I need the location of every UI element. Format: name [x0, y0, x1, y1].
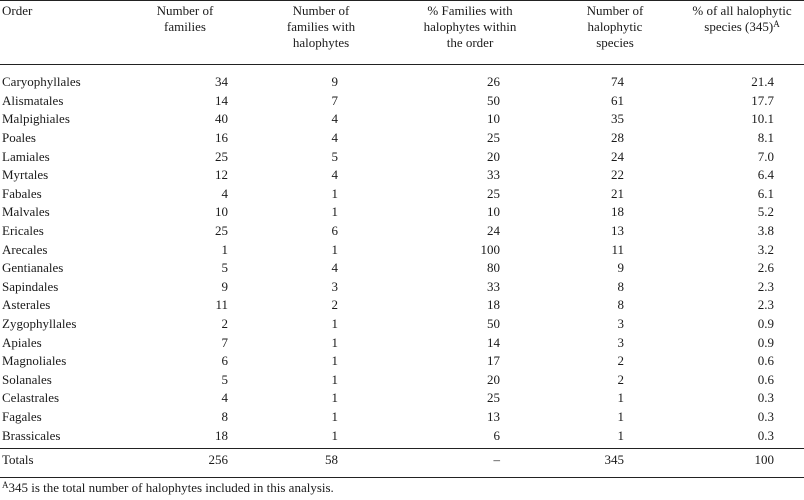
order-name-cell: Fabales: [2, 185, 42, 201]
header-footnote-marker: A: [773, 19, 780, 29]
table-row: [0, 203, 804, 222]
value-cell-families-with-halophytes: 4: [331, 167, 338, 183]
column-header-line: species (345): [704, 19, 774, 34]
value-cell-families-with-halophytes: 1: [331, 241, 338, 257]
table-row: [0, 296, 804, 315]
value-cell-number-of-families: 256: [208, 451, 228, 467]
value-cell-percent-all-species: 0.6: [757, 371, 774, 387]
value-cell-halophytic-species: 74: [611, 74, 624, 90]
table-row: [0, 147, 804, 166]
value-cell-number-of-families: 2: [221, 316, 228, 332]
order-name-cell: Apiales: [2, 334, 42, 350]
order-name-cell: Malpighiales: [2, 111, 70, 127]
column-header-line: halophytes: [292, 35, 350, 50]
value-cell-percent-families: 25: [487, 185, 500, 201]
value-cell-families-with-halophytes: 4: [331, 130, 338, 146]
value-cell-percent-families: 26: [487, 74, 500, 90]
value-cell-families-with-halophytes: 7: [331, 92, 338, 108]
value-cell-halophytic-species: 28: [611, 130, 624, 146]
value-cell-percent-all-species: 17.7: [751, 92, 774, 108]
value-cell-percent-families: 50: [487, 92, 500, 108]
value-cell-number-of-families: 1: [221, 241, 228, 257]
value-cell-families-with-halophytes: 1: [331, 334, 338, 350]
order-name-cell: Magnoliales: [2, 353, 67, 369]
value-cell-number-of-families: 5: [221, 260, 228, 276]
table-body: [0, 67, 804, 475]
value-cell-number-of-families: 4: [221, 185, 228, 201]
value-cell-percent-families: 14: [487, 334, 500, 350]
table-row: [0, 352, 804, 371]
table-row: [0, 371, 804, 390]
value-cell-halophytic-species: 11: [611, 241, 624, 257]
value-cell-percent-all-species: 2.6: [757, 260, 774, 276]
value-cell-percent-all-species: 5.2: [757, 204, 774, 220]
value-cell-percent-families: 20: [487, 371, 500, 387]
value-cell-families-with-halophytes: 1: [331, 204, 338, 220]
table-row: [0, 389, 804, 408]
value-cell-halophytic-species: 35: [611, 111, 624, 127]
value-cell-halophytic-species: 1: [617, 390, 624, 406]
value-cell-halophytic-species: 1: [617, 408, 624, 424]
value-cell-number-of-families: 5: [221, 371, 228, 387]
value-cell-families-with-halophytes: 1: [331, 390, 338, 406]
order-name-cell: Gentianales: [2, 260, 64, 276]
value-cell-number-of-families: 8: [221, 408, 228, 424]
value-cell-families-with-halophytes: 2: [331, 297, 338, 313]
value-cell-number-of-families: 7: [221, 334, 228, 350]
value-cell-number-of-families: 12: [215, 167, 228, 183]
value-cell-halophytic-species: 22: [611, 167, 624, 183]
value-cell-families-with-halophytes: 5: [331, 148, 338, 164]
value-cell-percent-families: 25: [487, 130, 500, 146]
value-cell-halophytic-species: 2: [617, 353, 624, 369]
table-row: [0, 240, 804, 259]
header-row: [0, 2, 804, 67]
table-row: [0, 222, 804, 241]
value-cell-halophytic-species: 9: [617, 260, 624, 276]
table-row: [0, 278, 804, 297]
order-name-cell: Poales: [2, 130, 36, 146]
column-header-line: Number of: [292, 3, 350, 18]
value-cell-percent-families: 24: [487, 223, 500, 239]
value-cell-number-of-families: 9: [221, 278, 228, 294]
value-cell-families-with-halophytes: 3: [331, 278, 338, 294]
value-cell-number-of-families: 4: [221, 390, 228, 406]
value-cell-percent-all-species: 7.0: [757, 148, 774, 164]
column-header-families-with-halophytes: [252, 2, 390, 67]
order-name-cell: Zygophyllales: [2, 316, 77, 332]
value-cell-percent-all-species: 0.9: [757, 334, 774, 350]
column-header-line: halophytic: [587, 19, 643, 34]
value-cell-percent-all-species: 6.4: [757, 167, 774, 183]
value-cell-percent-families: 20: [487, 148, 500, 164]
value-cell-percent-families: 25: [487, 390, 500, 406]
value-cell-halophytic-species: 13: [611, 223, 624, 239]
value-cell-percent-all-species: 0.3: [757, 408, 774, 424]
table-row: [0, 110, 804, 129]
value-cell-percent-all-species: 3.2: [757, 241, 774, 257]
value-cell-percent-all-species: 0.3: [757, 427, 774, 443]
value-cell-percent-all-species: 2.3: [757, 297, 774, 313]
value-cell-families-with-halophytes: 58: [325, 451, 338, 467]
value-cell-percent-all-species: 0.6: [757, 353, 774, 369]
halophyte-orders-table: [0, 2, 804, 475]
value-cell-percent-families: 33: [487, 167, 500, 183]
value-cell-halophytic-species: 18: [611, 204, 624, 220]
value-cell-percent-all-species: 10.1: [751, 111, 774, 127]
column-header-line: Order: [2, 3, 33, 18]
value-cell-number-of-families: 10: [215, 204, 228, 220]
value-cell-families-with-halophytes: 6: [331, 223, 338, 239]
value-cell-families-with-halophytes: 1: [331, 316, 338, 332]
value-cell-halophytic-species: 21: [611, 185, 624, 201]
footnote-marker: A: [2, 480, 9, 490]
value-cell-percent-all-species: 6.1: [757, 185, 774, 201]
table-row: [0, 408, 804, 427]
value-cell-halophytic-species: 8: [617, 278, 624, 294]
column-header-percent-families: [390, 2, 550, 67]
order-name-cell: Brassicales: [2, 427, 61, 443]
value-cell-families-with-halophytes: 4: [331, 111, 338, 127]
value-cell-percent-all-species: 3.8: [757, 223, 774, 239]
value-cell-percent-all-species: 21.4: [751, 74, 774, 90]
table-footnote: [2, 480, 334, 496]
column-header-line: families with: [286, 19, 356, 34]
order-name-cell: Asterales: [2, 297, 51, 313]
value-cell-percent-families: 50: [487, 316, 500, 332]
totals-row: [0, 445, 804, 475]
value-cell-number-of-families: 18: [215, 427, 228, 443]
column-header-percent-all-species: [680, 2, 804, 67]
table-row: [0, 259, 804, 278]
top-rule: [0, 0, 804, 1]
order-name-cell: Ericales: [2, 223, 44, 239]
table-row: [0, 92, 804, 111]
order-name-cell: Fagales: [2, 408, 42, 424]
value-cell-percent-families: –: [493, 451, 500, 467]
value-cell-number-of-families: 16: [215, 130, 228, 146]
order-name-cell: Solanales: [2, 371, 52, 387]
value-cell-percent-families: 10: [487, 111, 500, 127]
value-cell-families-with-halophytes: 1: [331, 371, 338, 387]
value-cell-percent-all-species: 8.1: [757, 130, 774, 146]
order-name-cell: Myrtales: [2, 167, 49, 183]
table-row: [0, 166, 804, 185]
value-cell-percent-all-species: 0.3: [757, 390, 774, 406]
order-name-cell: Sapindales: [2, 278, 59, 294]
column-header-line: species: [596, 35, 634, 50]
order-name-cell: Totals: [2, 451, 34, 467]
value-cell-halophytic-species: 3: [617, 316, 624, 332]
table-row: [0, 315, 804, 334]
column-header-line: the order: [446, 35, 494, 50]
value-cell-percent-families: 33: [487, 278, 500, 294]
column-header-line: Number of: [586, 3, 644, 18]
value-cell-percent-families: 6: [493, 427, 500, 443]
value-cell-percent-families: 10: [487, 204, 500, 220]
order-name-cell: Alismatales: [2, 92, 64, 108]
value-cell-families-with-halophytes: 1: [331, 185, 338, 201]
column-header-halophytic-species: [550, 2, 680, 67]
value-cell-number-of-families: 6: [221, 353, 228, 369]
value-cell-families-with-halophytes: 1: [331, 353, 338, 369]
table-row: [0, 129, 804, 148]
order-name-cell: Malvales: [2, 204, 50, 220]
column-header-line: families: [164, 19, 206, 34]
table-row: [0, 333, 804, 352]
column-header-order: [0, 2, 118, 67]
column-header-line: % Families with: [427, 3, 513, 18]
value-cell-percent-all-species: 100: [754, 451, 774, 467]
value-cell-halophytic-species: 1: [617, 427, 624, 443]
order-name-cell: Celastrales: [2, 390, 60, 406]
value-cell-percent-families: 17: [487, 353, 500, 369]
value-cell-families-with-halophytes: 9: [331, 74, 338, 90]
value-cell-percent-all-species: 2.3: [757, 278, 774, 294]
order-name-cell: Arecales: [2, 241, 48, 257]
value-cell-families-with-halophytes: 4: [331, 260, 338, 276]
value-cell-families-with-halophytes: 1: [331, 408, 338, 424]
value-cell-halophytic-species: 24: [611, 148, 624, 164]
column-header-line: % of all halophytic: [692, 3, 792, 18]
value-cell-halophytic-species: 2: [617, 371, 624, 387]
value-cell-halophytic-species: 3: [617, 334, 624, 350]
value-cell-number-of-families: 25: [215, 223, 228, 239]
value-cell-percent-all-species: 0.9: [757, 316, 774, 332]
table-row: [0, 426, 804, 445]
value-cell-percent-families: 13: [487, 408, 500, 424]
order-name-cell: Caryophyllales: [2, 74, 81, 90]
value-cell-number-of-families: 14: [215, 92, 228, 108]
value-cell-halophytic-species: 61: [611, 92, 624, 108]
column-header-line: Number of: [156, 3, 214, 18]
value-cell-percent-families: 100: [480, 241, 500, 257]
value-cell-halophytic-species: 345: [604, 451, 624, 467]
column-header-number-of-families: [118, 2, 252, 67]
order-name-cell: Lamiales: [2, 148, 50, 164]
value-cell-families-with-halophytes: 1: [331, 427, 338, 443]
value-cell-number-of-families: 25: [215, 148, 228, 164]
column-header-line: halophytes within: [423, 19, 517, 34]
value-cell-percent-families: 80: [487, 260, 500, 276]
value-cell-number-of-families: 11: [215, 297, 228, 313]
table-row: [0, 73, 804, 92]
value-cell-number-of-families: 34: [215, 74, 228, 90]
value-cell-number-of-families: 40: [215, 111, 228, 127]
footnote-text: 345 is the total number of halophytes included in this analysis.: [8, 480, 334, 495]
value-cell-halophytic-species: 8: [617, 297, 624, 313]
value-cell-percent-families: 18: [487, 297, 500, 313]
bottom-rule: [0, 477, 804, 478]
table-row: [0, 185, 804, 204]
